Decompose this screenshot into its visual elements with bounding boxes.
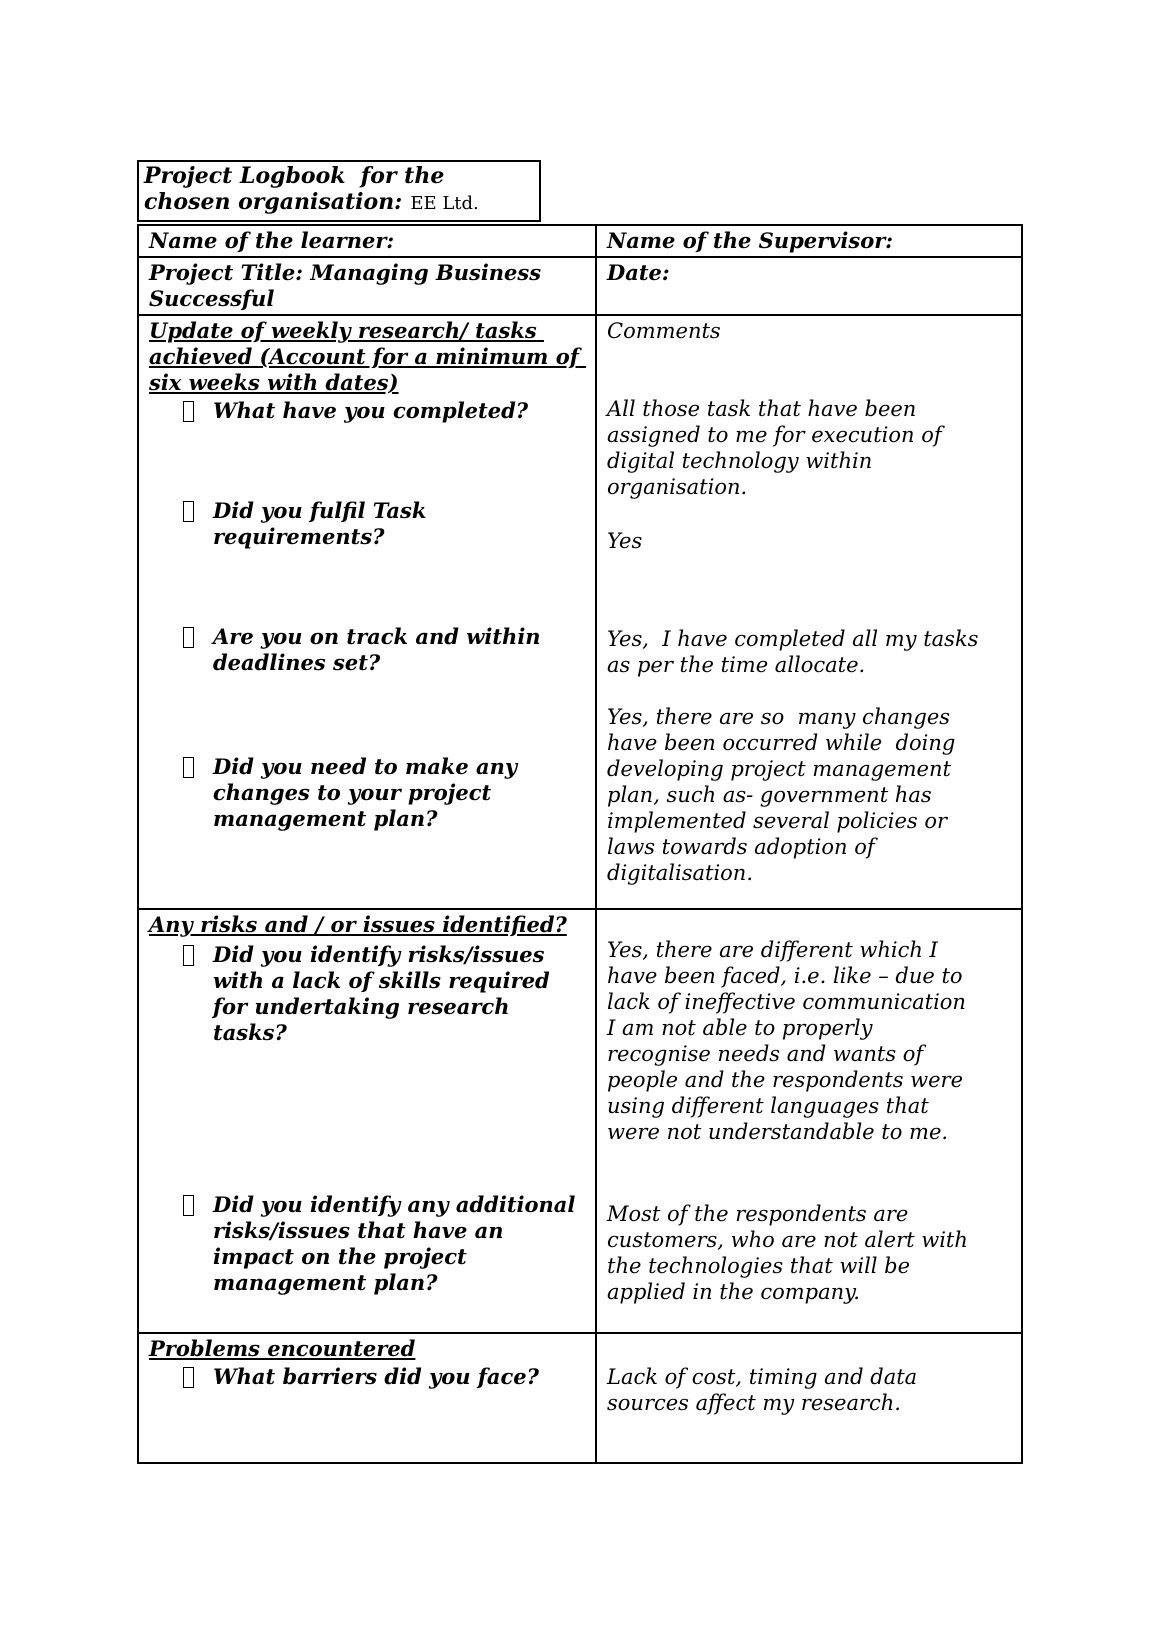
logbook-table: [137, 224, 1023, 1464]
title-row: [138, 257, 1022, 315]
problems-questions-cell: [138, 1333, 596, 1463]
answer-additional-risks: Most of the respondents are customers, who are not alert with the technologies that will be applied in the company.: [607, 1202, 975, 1304]
answer-on-track: Yes, I have completed all my tasks as per the time allocate.: [607, 627, 986, 677]
checkbox-bullet-icon: [183, 501, 194, 522]
answer-skills-risks: Yes, there are different which I have been faced, i.e. like – due to lack of ineffective communication I am not able to properly recognise needs and wants of people and the respondents were using different languages that were not understandable to me.: [607, 938, 973, 1144]
section-weekly-update-row: [138, 315, 1022, 909]
question-additional-risks: [149, 1192, 587, 1296]
question-text: Did you fulfil Task requirements?: [213, 498, 434, 549]
question-fulfil-task: [149, 498, 587, 550]
date-cell: [596, 257, 1022, 315]
project-title: Project Title: Managing Business Successful: [149, 260, 549, 311]
date-label: Date:: [607, 260, 670, 285]
learner-cell: [138, 225, 596, 257]
checkbox-bullet-icon: [183, 1195, 194, 1216]
question-plan-changes: [149, 754, 587, 832]
section-risks-row: [138, 909, 1022, 1333]
problems-heading: Problems encountered: [149, 1336, 416, 1361]
header-box: [137, 160, 541, 222]
supervisor-cell: [596, 225, 1022, 257]
section-problems-row: [138, 1333, 1022, 1463]
question-text: Did you identify any additional risks/issues that have an impact on the project management plan?: [213, 1192, 583, 1295]
weekly-update-questions-cell: [138, 315, 596, 909]
comments-label: Comments: [607, 319, 721, 343]
question-text: Are you on track and within deadlines set?: [213, 624, 548, 675]
checkbox-bullet-icon: [183, 757, 194, 778]
question-text: Did you need to make any changes to your project management plan?: [213, 754, 525, 831]
question-text: What barriers did you face?: [213, 1364, 539, 1389]
answer-plan-changes: Yes, there are so many changes have been occurred while doing developing project management plan, such as- government has implemented several policies or laws towards adoption of digitalisation.: [607, 705, 962, 885]
question-text: Did you identify risks/issues with a lack of skills required for undertaking research tasks?: [213, 942, 558, 1045]
header-title: Project Logbook for the chosen organisation:: [144, 163, 453, 215]
problems-answers-cell: [596, 1333, 1022, 1463]
answer-completed: All those task that have been assigned to me for execution of digital technology within organisation.: [607, 397, 949, 499]
supervisor-label: Name of the Supervisor:: [607, 228, 894, 253]
question-text: What have you completed?: [213, 398, 529, 423]
document-content: [137, 160, 1021, 1464]
weekly-update-answers-cell: [596, 315, 1022, 909]
checkbox-bullet-icon: [183, 627, 194, 648]
answer-barriers: Lack of cost, timing and data sources affect my research.: [607, 1365, 924, 1415]
checkbox-bullet-icon: [183, 1367, 194, 1388]
risks-questions-cell: [138, 909, 596, 1333]
risks-heading: Any risks and / or issues identified?: [149, 912, 567, 937]
question-barriers: [149, 1364, 587, 1390]
weekly-update-heading: Update of weekly research/ tasks achieved (Account for a minimum of six weeks with dates): [149, 318, 587, 395]
question-on-track: [149, 624, 587, 676]
header-organisation: EE Ltd.: [410, 193, 479, 214]
risks-answers-cell: [596, 909, 1022, 1333]
project-title-cell: [138, 257, 596, 315]
checkbox-bullet-icon: [183, 401, 194, 422]
answer-fulfil-task: Yes: [607, 529, 643, 553]
learner-label: Name of the learner:: [149, 228, 395, 253]
checkbox-bullet-icon: [183, 945, 194, 966]
info-row: [138, 225, 1022, 257]
question-skills-risks: [149, 942, 587, 1046]
question-completed: [149, 398, 587, 424]
